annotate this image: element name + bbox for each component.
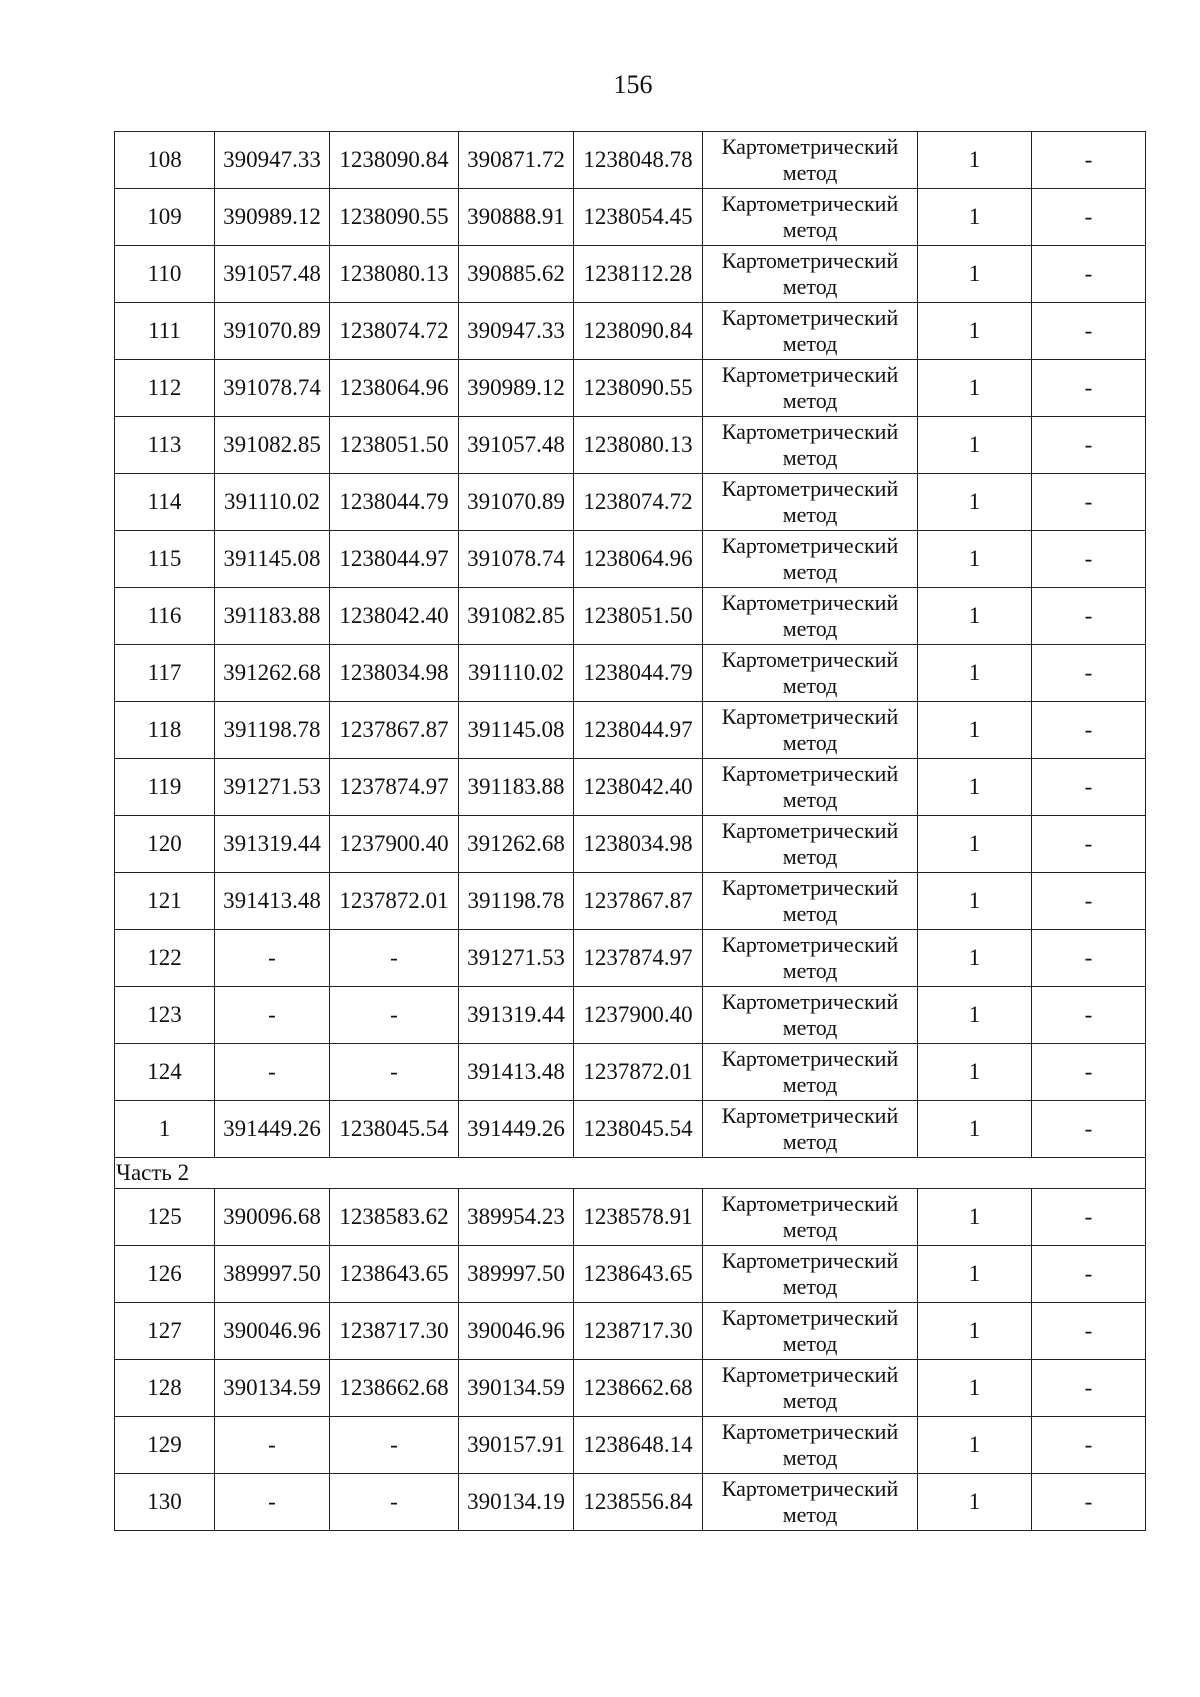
note-cell: - xyxy=(1032,1474,1146,1531)
existing-y-cell: 1238080.13 xyxy=(330,246,459,303)
point-number-cell: 126 xyxy=(115,1246,215,1303)
method-line-1: Картометрический xyxy=(721,1046,899,1071)
specified-x-cell: 391082.85 xyxy=(459,588,574,645)
accuracy-cell: 1 xyxy=(918,873,1032,930)
method-line-1: Картометрический xyxy=(721,1476,899,1501)
specified-x-cell: 389997.50 xyxy=(459,1246,574,1303)
existing-x-cell: 391110.02 xyxy=(215,474,330,531)
method-line-2: метод xyxy=(782,787,838,812)
existing-x-cell: 389997.50 xyxy=(215,1246,330,1303)
specified-y-cell: 1238074.72 xyxy=(574,474,703,531)
specified-x-cell: 391183.88 xyxy=(459,759,574,816)
method-line-1: Картометрический xyxy=(721,875,899,900)
accuracy-cell: 1 xyxy=(918,189,1032,246)
method-line-1: Картометрический xyxy=(721,134,899,159)
existing-y-cell: 1238074.72 xyxy=(330,303,459,360)
method-cell xyxy=(703,531,918,588)
method-line-2: метод xyxy=(782,1217,838,1242)
accuracy-cell: 1 xyxy=(918,930,1032,987)
method-line-1: Картометрический xyxy=(721,647,899,672)
method-line-1: Картометрический xyxy=(721,1103,899,1128)
specified-x-cell: 390888.91 xyxy=(459,189,574,246)
method-cell xyxy=(703,246,918,303)
existing-x-cell: 390989.12 xyxy=(215,189,330,246)
point-number-cell: 1 xyxy=(115,1101,215,1158)
method-line-1: Картометрический xyxy=(721,1419,899,1444)
specified-y-cell: 1238578.91 xyxy=(574,1189,703,1246)
accuracy-cell: 1 xyxy=(918,246,1032,303)
point-number-cell: 119 xyxy=(115,759,215,816)
note-cell: - xyxy=(1032,1417,1146,1474)
point-number-cell: 121 xyxy=(115,873,215,930)
existing-x-cell: - xyxy=(215,930,330,987)
method-cell xyxy=(703,1303,918,1360)
method-line-1: Картометрический xyxy=(721,704,899,729)
method-line-2: метод xyxy=(782,958,838,983)
method-line-1: Картометрический xyxy=(721,761,899,786)
existing-x-cell: 391262.68 xyxy=(215,645,330,702)
accuracy-cell: 1 xyxy=(918,303,1032,360)
existing-y-cell: 1238064.96 xyxy=(330,360,459,417)
note-cell: - xyxy=(1032,531,1146,588)
table-row xyxy=(115,474,1146,531)
method-line-2: метод xyxy=(782,673,838,698)
existing-x-cell: 391183.88 xyxy=(215,588,330,645)
table-row xyxy=(115,1360,1146,1417)
method-line-1: Картометрический xyxy=(721,305,899,330)
note-cell: - xyxy=(1032,645,1146,702)
method-line-1: Картометрический xyxy=(721,1191,899,1216)
method-line-1: Картометрический xyxy=(721,533,899,558)
accuracy-cell: 1 xyxy=(918,474,1032,531)
existing-y-cell: 1237874.97 xyxy=(330,759,459,816)
method-line-2: метод xyxy=(782,1015,838,1040)
existing-y-cell: 1238051.50 xyxy=(330,417,459,474)
table-row xyxy=(115,132,1146,189)
existing-x-cell: 390046.96 xyxy=(215,1303,330,1360)
method-cell xyxy=(703,1189,918,1246)
coordinates-table xyxy=(114,131,1146,1531)
method-cell xyxy=(703,1474,918,1531)
table-row xyxy=(115,1303,1146,1360)
method-line-2: метод xyxy=(782,445,838,470)
point-number-cell: 117 xyxy=(115,645,215,702)
note-cell: - xyxy=(1032,1189,1146,1246)
specified-y-cell: 1238064.96 xyxy=(574,531,703,588)
existing-x-cell: 391449.26 xyxy=(215,1101,330,1158)
note-cell: - xyxy=(1032,1360,1146,1417)
specified-y-cell: 1238044.97 xyxy=(574,702,703,759)
existing-x-cell: 391145.08 xyxy=(215,531,330,588)
accuracy-cell: 1 xyxy=(918,132,1032,189)
method-line-1: Картометрический xyxy=(721,1248,899,1273)
existing-y-cell: 1237900.40 xyxy=(330,816,459,873)
method-line-2: метод xyxy=(782,730,838,755)
accuracy-cell: 1 xyxy=(918,816,1032,873)
note-cell: - xyxy=(1032,987,1146,1044)
specified-x-cell: 390947.33 xyxy=(459,303,574,360)
note-cell: - xyxy=(1032,930,1146,987)
method-line-2: метод xyxy=(782,616,838,641)
method-line-1: Картометрический xyxy=(721,818,899,843)
existing-y-cell: 1238045.54 xyxy=(330,1101,459,1158)
method-line-1: Картометрический xyxy=(721,932,899,957)
table-row xyxy=(115,531,1146,588)
specified-x-cell: 391070.89 xyxy=(459,474,574,531)
method-cell xyxy=(703,645,918,702)
specified-y-cell: 1237900.40 xyxy=(574,987,703,1044)
point-number-cell: 124 xyxy=(115,1044,215,1101)
point-number-cell: 130 xyxy=(115,1474,215,1531)
method-line-1: Картометрический xyxy=(721,1305,899,1330)
existing-y-cell: 1238090.55 xyxy=(330,189,459,246)
note-cell: - xyxy=(1032,303,1146,360)
method-line-1: Картометрический xyxy=(721,1362,899,1387)
method-cell xyxy=(703,588,918,645)
method-cell xyxy=(703,1360,918,1417)
specified-y-cell: 1238090.55 xyxy=(574,360,703,417)
method-cell xyxy=(703,360,918,417)
existing-x-cell: 391413.48 xyxy=(215,873,330,930)
note-cell: - xyxy=(1032,189,1146,246)
table-row xyxy=(115,303,1146,360)
table-row xyxy=(115,702,1146,759)
method-cell xyxy=(703,417,918,474)
specified-y-cell: 1238556.84 xyxy=(574,1474,703,1531)
existing-y-cell: 1238044.79 xyxy=(330,474,459,531)
method-line-2: метод xyxy=(782,1502,838,1527)
existing-x-cell: 391271.53 xyxy=(215,759,330,816)
specified-y-cell: 1238045.54 xyxy=(574,1101,703,1158)
point-number-cell: 115 xyxy=(115,531,215,588)
method-line-2: метод xyxy=(782,1388,838,1413)
method-cell xyxy=(703,1044,918,1101)
method-cell xyxy=(703,1246,918,1303)
accuracy-cell: 1 xyxy=(918,360,1032,417)
existing-y-cell: 1238090.84 xyxy=(330,132,459,189)
note-cell: - xyxy=(1032,873,1146,930)
table-body xyxy=(115,132,1146,1531)
existing-x-cell: 390096.68 xyxy=(215,1189,330,1246)
specified-x-cell: 390871.72 xyxy=(459,132,574,189)
existing-y-cell: - xyxy=(330,1417,459,1474)
point-number-cell: 128 xyxy=(115,1360,215,1417)
table-row xyxy=(115,1246,1146,1303)
point-number-cell: 109 xyxy=(115,189,215,246)
method-line-2: метод xyxy=(782,1072,838,1097)
table-row xyxy=(115,816,1146,873)
specified-x-cell: 390134.59 xyxy=(459,1360,574,1417)
existing-x-cell: - xyxy=(215,987,330,1044)
method-cell xyxy=(703,816,918,873)
point-number-cell: 123 xyxy=(115,987,215,1044)
specified-y-cell: 1238048.78 xyxy=(574,132,703,189)
point-number-cell: 129 xyxy=(115,1417,215,1474)
existing-y-cell: - xyxy=(330,1474,459,1531)
specified-x-cell: 390157.91 xyxy=(459,1417,574,1474)
specified-y-cell: 1238648.14 xyxy=(574,1417,703,1474)
existing-x-cell: 391070.89 xyxy=(215,303,330,360)
table-row xyxy=(115,1044,1146,1101)
method-cell xyxy=(703,930,918,987)
method-cell xyxy=(703,702,918,759)
method-cell xyxy=(703,759,918,816)
existing-x-cell: 391078.74 xyxy=(215,360,330,417)
specified-x-cell: 391057.48 xyxy=(459,417,574,474)
point-number-cell: 111 xyxy=(115,303,215,360)
existing-x-cell: - xyxy=(215,1474,330,1531)
method-line-1: Картометрический xyxy=(721,191,899,216)
existing-x-cell: 391198.78 xyxy=(215,702,330,759)
table-row xyxy=(115,246,1146,303)
specified-y-cell: 1238044.79 xyxy=(574,645,703,702)
specified-y-cell: 1238042.40 xyxy=(574,759,703,816)
note-cell: - xyxy=(1032,474,1146,531)
specified-x-cell: 390046.96 xyxy=(459,1303,574,1360)
table-row xyxy=(115,189,1146,246)
existing-x-cell: 391082.85 xyxy=(215,417,330,474)
point-number-cell: 116 xyxy=(115,588,215,645)
existing-x-cell: - xyxy=(215,1417,330,1474)
existing-y-cell: - xyxy=(330,930,459,987)
table-row xyxy=(115,1417,1146,1474)
method-line-2: метод xyxy=(782,1129,838,1154)
note-cell: - xyxy=(1032,132,1146,189)
method-cell xyxy=(703,474,918,531)
table-row xyxy=(115,1101,1146,1158)
specified-x-cell: 390134.19 xyxy=(459,1474,574,1531)
method-line-2: метод xyxy=(782,388,838,413)
method-line-2: метод xyxy=(782,1445,838,1470)
note-cell: - xyxy=(1032,816,1146,873)
table-row xyxy=(115,873,1146,930)
specified-y-cell: 1238034.98 xyxy=(574,816,703,873)
method-cell xyxy=(703,303,918,360)
method-cell xyxy=(703,132,918,189)
existing-x-cell: 391057.48 xyxy=(215,246,330,303)
note-cell: - xyxy=(1032,1101,1146,1158)
existing-y-cell: 1237872.01 xyxy=(330,873,459,930)
specified-y-cell: 1237867.87 xyxy=(574,873,703,930)
accuracy-cell: 1 xyxy=(918,1360,1032,1417)
specified-y-cell: 1238090.84 xyxy=(574,303,703,360)
specified-y-cell: 1238112.28 xyxy=(574,246,703,303)
note-cell: - xyxy=(1032,360,1146,417)
existing-y-cell: 1237867.87 xyxy=(330,702,459,759)
point-number-cell: 122 xyxy=(115,930,215,987)
existing-y-cell: 1238717.30 xyxy=(330,1303,459,1360)
page-number: 156 xyxy=(613,70,653,99)
note-cell: - xyxy=(1032,1303,1146,1360)
table-row xyxy=(115,417,1146,474)
method-line-2: метод xyxy=(782,160,838,185)
existing-x-cell: 391319.44 xyxy=(215,816,330,873)
note-cell: - xyxy=(1032,246,1146,303)
existing-y-cell: 1238044.97 xyxy=(330,531,459,588)
existing-y-cell: - xyxy=(330,1044,459,1101)
method-line-1: Картометрический xyxy=(721,590,899,615)
specified-x-cell: 391198.78 xyxy=(459,873,574,930)
point-number-cell: 113 xyxy=(115,417,215,474)
method-line-1: Картометрический xyxy=(721,989,899,1014)
accuracy-cell: 1 xyxy=(918,1417,1032,1474)
method-line-2: метод xyxy=(782,1274,838,1299)
accuracy-cell: 1 xyxy=(918,417,1032,474)
existing-y-cell: 1238662.68 xyxy=(330,1360,459,1417)
specified-x-cell: 391319.44 xyxy=(459,987,574,1044)
method-line-2: метод xyxy=(782,844,838,869)
accuracy-cell: 1 xyxy=(918,1101,1032,1158)
method-line-2: метод xyxy=(782,331,838,356)
method-line-2: метод xyxy=(782,1331,838,1356)
note-cell: - xyxy=(1032,759,1146,816)
point-number-cell: 118 xyxy=(115,702,215,759)
accuracy-cell: 1 xyxy=(918,588,1032,645)
specified-y-cell: 1237872.01 xyxy=(574,1044,703,1101)
specified-x-cell: 390989.12 xyxy=(459,360,574,417)
method-line-1: Картометрический xyxy=(721,419,899,444)
note-cell: - xyxy=(1032,417,1146,474)
note-cell: - xyxy=(1032,1044,1146,1101)
accuracy-cell: 1 xyxy=(918,1303,1032,1360)
method-line-2: метод xyxy=(782,217,838,242)
specified-y-cell: 1238643.65 xyxy=(574,1246,703,1303)
accuracy-cell: 1 xyxy=(918,702,1032,759)
existing-y-cell: 1238042.40 xyxy=(330,588,459,645)
method-line-1: Картометрический xyxy=(721,362,899,387)
existing-x-cell: 390134.59 xyxy=(215,1360,330,1417)
point-number-cell: 114 xyxy=(115,474,215,531)
existing-x-cell: - xyxy=(215,1044,330,1101)
specified-x-cell: 391078.74 xyxy=(459,531,574,588)
accuracy-cell: 1 xyxy=(918,531,1032,588)
method-cell xyxy=(703,987,918,1044)
point-number-cell: 120 xyxy=(115,816,215,873)
table-row xyxy=(115,759,1146,816)
point-number-cell: 110 xyxy=(115,246,215,303)
specified-x-cell: 389954.23 xyxy=(459,1189,574,1246)
accuracy-cell: 1 xyxy=(918,759,1032,816)
accuracy-cell: 1 xyxy=(918,1189,1032,1246)
accuracy-cell: 1 xyxy=(918,1474,1032,1531)
specified-y-cell: 1238662.68 xyxy=(574,1360,703,1417)
specified-x-cell: 391262.68 xyxy=(459,816,574,873)
existing-y-cell: 1238583.62 xyxy=(330,1189,459,1246)
method-line-2: метод xyxy=(782,274,838,299)
existing-y-cell: - xyxy=(330,987,459,1044)
method-line-2: метод xyxy=(782,559,838,584)
accuracy-cell: 1 xyxy=(918,1044,1032,1101)
table-row xyxy=(115,930,1146,987)
specified-x-cell: 391449.26 xyxy=(459,1101,574,1158)
method-cell xyxy=(703,189,918,246)
method-line-2: метод xyxy=(782,502,838,527)
specified-y-cell: 1238051.50 xyxy=(574,588,703,645)
note-cell: - xyxy=(1032,1246,1146,1303)
specified-x-cell: 391145.08 xyxy=(459,702,574,759)
table-row xyxy=(115,987,1146,1044)
specified-x-cell: 391413.48 xyxy=(459,1044,574,1101)
accuracy-cell: 1 xyxy=(918,987,1032,1044)
point-number-cell: 125 xyxy=(115,1189,215,1246)
specified-y-cell: 1238717.30 xyxy=(574,1303,703,1360)
method-line-1: Картометрический xyxy=(721,476,899,501)
point-number-cell: 112 xyxy=(115,360,215,417)
existing-y-cell: 1238034.98 xyxy=(330,645,459,702)
existing-y-cell: 1238643.65 xyxy=(330,1246,459,1303)
point-number-cell: 108 xyxy=(115,132,215,189)
method-line-1: Картометрический xyxy=(721,248,899,273)
section-label: Часть 2 xyxy=(115,1158,1146,1189)
specified-y-cell: 1238080.13 xyxy=(574,417,703,474)
point-number-cell: 127 xyxy=(115,1303,215,1360)
method-cell xyxy=(703,1101,918,1158)
method-line-2: метод xyxy=(782,901,838,926)
existing-x-cell: 390947.33 xyxy=(215,132,330,189)
method-cell xyxy=(703,1417,918,1474)
table-row xyxy=(115,645,1146,702)
table-row xyxy=(115,360,1146,417)
specified-x-cell: 390885.62 xyxy=(459,246,574,303)
specified-y-cell: 1238054.45 xyxy=(574,189,703,246)
table-row xyxy=(115,588,1146,645)
table-row xyxy=(115,1189,1146,1246)
note-cell: - xyxy=(1032,702,1146,759)
method-cell xyxy=(703,873,918,930)
accuracy-cell: 1 xyxy=(918,1246,1032,1303)
specified-y-cell: 1237874.97 xyxy=(574,930,703,987)
note-cell: - xyxy=(1032,588,1146,645)
specified-x-cell: 391110.02 xyxy=(459,645,574,702)
section-row xyxy=(115,1158,1146,1189)
specified-x-cell: 391271.53 xyxy=(459,930,574,987)
table-row xyxy=(115,1474,1146,1531)
accuracy-cell: 1 xyxy=(918,645,1032,702)
